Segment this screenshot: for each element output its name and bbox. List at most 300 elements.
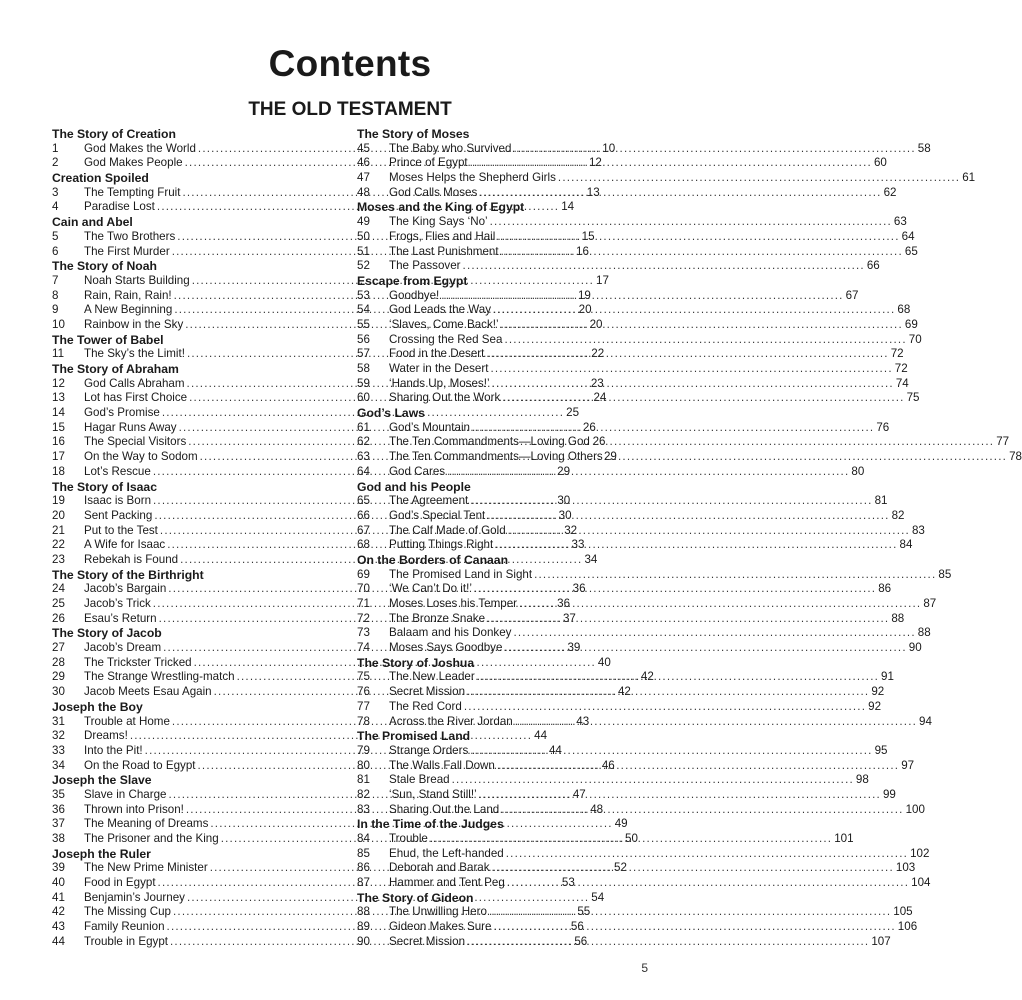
entry-title: The Trickster Tricked: [84, 655, 192, 669]
entry-number: 18: [52, 464, 65, 478]
entry-number: 57: [357, 347, 370, 361]
entry-number: 42: [52, 905, 65, 919]
dot-leader: [492, 861, 894, 876]
entry-number: 67: [357, 523, 370, 537]
entry-page: 107: [871, 934, 891, 948]
entry-title: Esau’s Return: [84, 611, 157, 625]
contents-entry: [357, 332, 922, 348]
contents-entry: [357, 317, 918, 333]
group-title: Joseph the Boy: [52, 699, 143, 714]
entry-title: Deborah and Barak: [389, 861, 490, 875]
contents-entry: [357, 641, 922, 656]
entry-title: Put to the Test: [84, 523, 158, 537]
entry-page: 26: [582, 420, 596, 434]
dot-leader: [492, 377, 894, 392]
entry-number: 33: [52, 743, 65, 757]
entry-page: 95: [874, 743, 888, 757]
entry-number: 81: [357, 773, 370, 787]
dot-leader: [463, 259, 865, 274]
entry-title: Rebekah is Found: [84, 552, 179, 566]
entry-number: 26: [52, 611, 65, 625]
contents-entry: [357, 362, 908, 377]
entry-page: 66: [866, 259, 880, 273]
entry-page: 78: [1009, 450, 1022, 464]
entry-number: 2: [52, 156, 59, 170]
contents-entry: [357, 773, 869, 788]
entry-page: 16: [576, 244, 589, 258]
entry-title: The Meaning of Dreams: [84, 817, 209, 831]
entry-number: 77: [357, 699, 370, 713]
entry-page: 20: [578, 303, 592, 317]
entry-title: Trouble in Egypt: [84, 934, 168, 948]
dot-leader: [490, 215, 892, 230]
entry-title: ‘Sun, Stand Still!’: [389, 787, 477, 801]
entry-title: Food in the Desert: [389, 347, 485, 361]
entry-number: 6: [52, 244, 59, 258]
contents-entry: [357, 171, 976, 186]
contents-entry: [357, 523, 925, 539]
contents-entry: [357, 920, 918, 935]
contents-entry: [357, 597, 937, 612]
entry-page: 39: [567, 641, 581, 655]
entry-number: 82: [357, 787, 370, 801]
entry-page: 12: [588, 156, 602, 170]
dot-leader: [513, 142, 915, 157]
entry-page: 25: [566, 406, 580, 420]
entry-number: 72: [357, 611, 370, 625]
dot-leader: [507, 876, 909, 891]
dot-leader: [515, 715, 917, 730]
entry-page: 30: [558, 508, 572, 522]
dot-leader: [467, 685, 869, 700]
entry-number: 73: [357, 626, 370, 640]
entry-title: God Makes the World: [84, 141, 196, 155]
entry-page: 60: [873, 156, 887, 170]
entry-page: 36: [557, 597, 571, 610]
entry-title: The Ten Commandments—Loving God: [389, 435, 590, 449]
entry-title: God Calls Moses: [389, 185, 478, 199]
entry-number: 60: [357, 391, 370, 405]
entry-number: 23: [52, 552, 65, 566]
group-title: Joseph the Ruler: [52, 846, 151, 861]
entry-title: The Strange Wrestling-match: [84, 670, 235, 684]
entry-page: 26: [592, 435, 606, 449]
entry-title: The Ten Commandments—Loving Others: [389, 450, 603, 464]
contents-entry: [357, 758, 915, 774]
entry-title: Goodbye!: [389, 288, 440, 302]
entry-number: 41: [52, 890, 65, 904]
entry-page: 63: [893, 215, 907, 229]
contents-entry: [357, 494, 888, 509]
dot-leader: [501, 803, 903, 818]
contents-entry: [357, 685, 885, 700]
entry-number: 16: [52, 435, 65, 449]
contents-entry: [357, 347, 904, 362]
entry-title: The Sky’s the Limit!: [84, 347, 185, 361]
entry-number: 15: [52, 420, 65, 434]
entry-number: 35: [52, 787, 65, 801]
entry-number: 55: [357, 317, 370, 331]
entry-number: 12: [52, 376, 65, 390]
entry-title: Secret Mission: [389, 934, 466, 948]
entry-number: 78: [357, 714, 370, 728]
entry-number: 76: [357, 685, 370, 699]
entry-title: Food in Egypt: [84, 876, 156, 890]
entry-number: 69: [357, 567, 370, 581]
entry-title: The Passover: [389, 259, 461, 273]
entry-title: Sharing Out the Work: [389, 391, 501, 405]
dot-leader: [470, 156, 872, 171]
contents-entry: [357, 787, 896, 803]
contents-entry: [357, 934, 891, 950]
dot-leader: [592, 435, 994, 450]
entry-number: 1: [52, 141, 59, 155]
entry-title: The Two Brothers: [84, 229, 176, 243]
entry-page: 100: [905, 802, 925, 816]
entry-title: Moses Loses his Temper: [389, 597, 518, 610]
entry-title: Isaac is Born: [84, 494, 152, 508]
entry-title: The Unwilling Hero: [389, 905, 487, 919]
entry-number: 61: [357, 420, 370, 434]
contents-entry: [357, 508, 905, 524]
dot-leader: [452, 773, 854, 788]
entry-number: 43: [52, 920, 65, 934]
entry-page: 83: [911, 523, 925, 537]
entry-number: 58: [357, 362, 370, 375]
contents-entry: [357, 846, 930, 862]
entry-title: Putting Things Right: [389, 538, 494, 552]
entry-title: Sharing Out the Land: [389, 802, 500, 816]
group-title: The Story of Moses: [357, 127, 470, 141]
entry-title: Hagar Runs Away: [84, 420, 177, 434]
entry-number: 59: [357, 376, 370, 390]
entry-title: Frogs, Flies and Hail: [389, 229, 496, 243]
contents-entry: [357, 714, 932, 730]
group-title: The Story of Jacob: [52, 626, 162, 641]
entry-page: 90: [908, 641, 922, 655]
entry-page: 81: [874, 494, 888, 508]
contents-entry: [357, 611, 905, 627]
entry-title: Jacob’s Trick: [84, 597, 151, 610]
entry-page: 99: [882, 787, 896, 801]
entry-page: 58: [917, 141, 931, 155]
entry-page: 44: [548, 743, 562, 757]
group-title: The Tower of Babel: [52, 332, 164, 347]
contents-entry: [357, 670, 894, 685]
entry-page: 74: [895, 376, 909, 390]
entry-number: 24: [52, 582, 65, 596]
dot-leader: [495, 538, 897, 553]
entry-title: Rainbow in the Sky: [84, 317, 184, 331]
entry-number: 44: [52, 934, 65, 948]
entry-page: 94: [919, 714, 932, 728]
dot-leader: [493, 920, 895, 935]
dot-leader: [477, 670, 879, 685]
entry-number: 7: [52, 273, 59, 287]
dot-leader: [487, 509, 889, 524]
entry-number: 56: [357, 332, 370, 346]
entry-number: 65: [357, 494, 370, 508]
entry-number: 28: [52, 655, 65, 669]
entry-number: 85: [357, 846, 370, 860]
contents-entry: [357, 288, 859, 304]
entry-title: Across the River Jordan: [389, 714, 513, 728]
entry-title: ‘Hands Up, Moses!’: [389, 376, 490, 390]
contents-entry: [357, 391, 920, 406]
entry-page: 34: [584, 552, 598, 566]
entry-title: A New Beginning: [84, 303, 173, 317]
entry-number: 10: [52, 317, 65, 331]
page-title: Contents: [268, 43, 432, 84]
dot-leader: [506, 847, 908, 862]
entry-number: 21: [52, 523, 65, 537]
dot-leader: [504, 333, 906, 348]
entry-title: A Wife for Isaac: [84, 538, 166, 552]
entry-title: God’s Special Tent: [389, 508, 486, 522]
entry-number: 70: [357, 582, 370, 596]
entry-title: Stale Bread: [389, 773, 450, 787]
entry-number: 13: [52, 391, 65, 405]
entry-number: 31: [52, 714, 65, 728]
entry-title: The First Murder: [84, 244, 170, 258]
entry-page: 62: [883, 185, 897, 199]
entry-number: 46: [357, 156, 370, 170]
contents-entry: [357, 626, 931, 641]
entry-number: 50: [357, 229, 370, 243]
entry-title: Family Reunion: [84, 920, 165, 934]
entry-title: Moses Says Goodbye: [389, 641, 503, 655]
entry-page: 37: [562, 611, 576, 625]
entry-number: 45: [357, 141, 370, 155]
entry-page: 80: [851, 464, 865, 478]
group-title: In the Time of the Judges: [357, 817, 504, 832]
entry-title: The Baby who Survived: [389, 141, 512, 155]
contents-entry: [357, 244, 918, 260]
entry-title: On the Way to Sodom: [84, 450, 198, 464]
entry-title: Trouble: [389, 832, 428, 845]
entry-title: God Makes People: [84, 156, 183, 170]
group-title: Escape from Egypt: [357, 273, 468, 288]
entry-number: 40: [52, 876, 65, 890]
entry-number: 22: [52, 538, 65, 552]
contents-entry: [357, 905, 913, 920]
entry-number: 47: [357, 171, 370, 185]
entry-number: 14: [52, 406, 65, 420]
entry-number: 79: [357, 743, 370, 757]
entry-title: The New Leader: [389, 670, 475, 684]
entry-number: 17: [52, 450, 65, 464]
entry-page: 65: [904, 244, 918, 258]
entry-page: 20: [589, 317, 603, 331]
entry-page: 72: [894, 362, 908, 375]
entry-title: Crossing the Red Sea: [389, 332, 503, 346]
entry-page: 88: [917, 626, 931, 640]
entry-page: 53: [561, 876, 575, 890]
entry-page: 61: [962, 171, 976, 185]
contents-entry: [357, 538, 913, 553]
contents-entry: [357, 376, 909, 392]
entry-page: 97: [901, 758, 915, 772]
contents-entry: [357, 185, 897, 201]
entry-title: Lot has First Choice: [84, 391, 188, 405]
entry-page: 42: [617, 685, 631, 699]
entry-title: Benjamin’s Journey: [84, 890, 185, 904]
group-title: On the Borders of Canaan: [357, 552, 509, 567]
entry-page: 33: [571, 538, 585, 552]
contents-entry: [357, 876, 931, 891]
entry-number: 38: [52, 832, 65, 845]
entry-page: 42: [640, 670, 654, 684]
entry-title: Jacob’s Dream: [84, 641, 162, 655]
entry-page: 105: [893, 905, 913, 919]
entry-number: 74: [357, 641, 370, 655]
entry-title: The Tempting Fruit: [84, 185, 181, 199]
entry-title: God’s Mountain: [389, 420, 470, 434]
entry-number: 62: [357, 435, 370, 449]
dot-leader: [508, 524, 910, 539]
entry-title: Dreams!: [84, 729, 128, 743]
entry-number: 68: [357, 538, 370, 552]
entry-title: God Calls Abraham: [84, 376, 185, 390]
dot-leader: [605, 450, 1007, 465]
entry-number: 75: [357, 670, 370, 684]
entry-page: 36: [572, 582, 586, 596]
entry-title: God Cares: [389, 464, 446, 478]
entry-page: 30: [557, 494, 571, 508]
entry-title: The Red Cord: [389, 699, 462, 713]
entry-number: 3: [52, 185, 59, 199]
contents-entry: [357, 450, 1022, 465]
entry-title: Balaam and his Donkey: [389, 626, 512, 640]
entry-title: Slave in Charge: [84, 787, 167, 801]
entry-title: Ehud, the Left-handed: [389, 846, 504, 860]
contents-entry: [357, 832, 854, 847]
entry-number: 84: [357, 832, 370, 845]
entry-number: 86: [357, 861, 370, 875]
entry-title: The Calf Made of Gold: [389, 523, 506, 537]
entry-title: Jacob’s Bargain: [84, 582, 167, 596]
entry-title: God’s Promise: [84, 406, 160, 420]
entry-number: 80: [357, 758, 370, 772]
entry-title: The King Says ‘No’: [389, 215, 488, 229]
dot-leader: [470, 744, 872, 759]
entry-page: 13: [586, 185, 600, 199]
dot-leader: [464, 700, 866, 715]
entry-page: 82: [891, 508, 905, 522]
group-title: God and his People: [357, 479, 471, 494]
entry-title: The Last Punishment: [389, 244, 499, 258]
dot-leader: [558, 171, 960, 186]
entry-page: 46: [601, 758, 615, 772]
dot-leader: [474, 582, 876, 597]
contents-entry: [357, 141, 931, 157]
entry-number: 66: [357, 508, 370, 522]
entry-number: 63: [357, 450, 370, 464]
contents-entry: [357, 582, 892, 597]
entry-number: 20: [52, 508, 65, 522]
entry-page: 40: [597, 655, 611, 669]
entry-number: 51: [357, 244, 370, 258]
entry-number: 64: [357, 464, 370, 478]
entry-number: 90: [357, 934, 370, 948]
entry-page: 103: [895, 861, 916, 875]
dot-leader: [519, 597, 921, 612]
entry-title: Water in the Desert: [389, 362, 489, 375]
entry-page: 55: [577, 905, 591, 919]
entry-page: 54: [591, 890, 605, 904]
entry-title: The New Prime Minister: [84, 861, 208, 875]
group-title: God’s Laws: [357, 406, 425, 421]
group-title: The Story of Joshua: [357, 655, 475, 670]
contents-entry: [357, 743, 888, 759]
contents-entry: [357, 435, 1010, 450]
contents-entry: [357, 215, 907, 230]
entry-page: 98: [855, 773, 869, 787]
entry-title: Strange Orders: [389, 743, 469, 757]
entry-title: The Walls Fall Down: [389, 758, 495, 772]
group-title: The Story of Isaac: [52, 479, 157, 494]
entry-page: 29: [557, 464, 571, 478]
group-title: The Story of Abraham: [52, 362, 179, 376]
dot-leader: [497, 230, 899, 245]
entry-page: 75: [906, 391, 920, 405]
entry-number: 29: [52, 670, 65, 684]
entry-title: The Promised Land in Sight: [389, 567, 533, 581]
entry-title: Thrown into Prison!: [84, 802, 184, 816]
entry-page: 69: [904, 317, 918, 331]
group-title: The Story of Noah: [52, 259, 157, 274]
entry-title: Prince of Egypt: [389, 156, 468, 170]
entry-page: 56: [574, 934, 588, 948]
entry-number: 11: [52, 347, 65, 361]
entry-number: 5: [52, 229, 59, 243]
entry-title: Hammer and Tent Peg: [389, 876, 505, 890]
entry-number: 37: [52, 817, 65, 831]
entry-title: The Special Visitors: [84, 435, 187, 449]
group-title: The Story of Gideon: [357, 890, 474, 905]
group-title: The Story of Creation: [52, 127, 176, 141]
entry-page: 102: [910, 846, 930, 860]
entry-page: 88: [891, 611, 905, 625]
entry-number: 19: [52, 494, 65, 508]
dot-leader: [493, 303, 895, 318]
entry-number: 71: [357, 597, 370, 610]
section-title: THE OLD TESTAMENT: [248, 99, 452, 120]
contents-entry: [357, 464, 865, 480]
dot-leader: [490, 362, 892, 377]
dot-leader: [489, 905, 891, 920]
contents-column-right: [357, 127, 1022, 950]
entry-title: The Missing Cup: [84, 905, 171, 919]
entry-page: 106: [897, 920, 918, 934]
entry-title: The Prisoner and the King: [84, 832, 219, 845]
entry-page: 19: [577, 288, 591, 302]
dot-leader: [479, 788, 881, 803]
entry-page: 23: [590, 376, 604, 390]
contents-entry: [357, 303, 911, 318]
entry-page: 104: [911, 876, 931, 890]
entry-title: The Agreement: [389, 494, 469, 508]
entry-page: 43: [576, 714, 590, 728]
entry-page: 76: [876, 420, 890, 434]
contents-entry: [357, 420, 890, 436]
dot-leader: [502, 391, 904, 406]
entry-page: 44: [534, 729, 548, 743]
entry-page: 64: [901, 229, 915, 243]
group-title: Moses and the King of Egypt: [357, 200, 525, 215]
entry-number: 53: [357, 288, 370, 302]
entry-title: Gideon Makes Sure: [389, 920, 492, 934]
